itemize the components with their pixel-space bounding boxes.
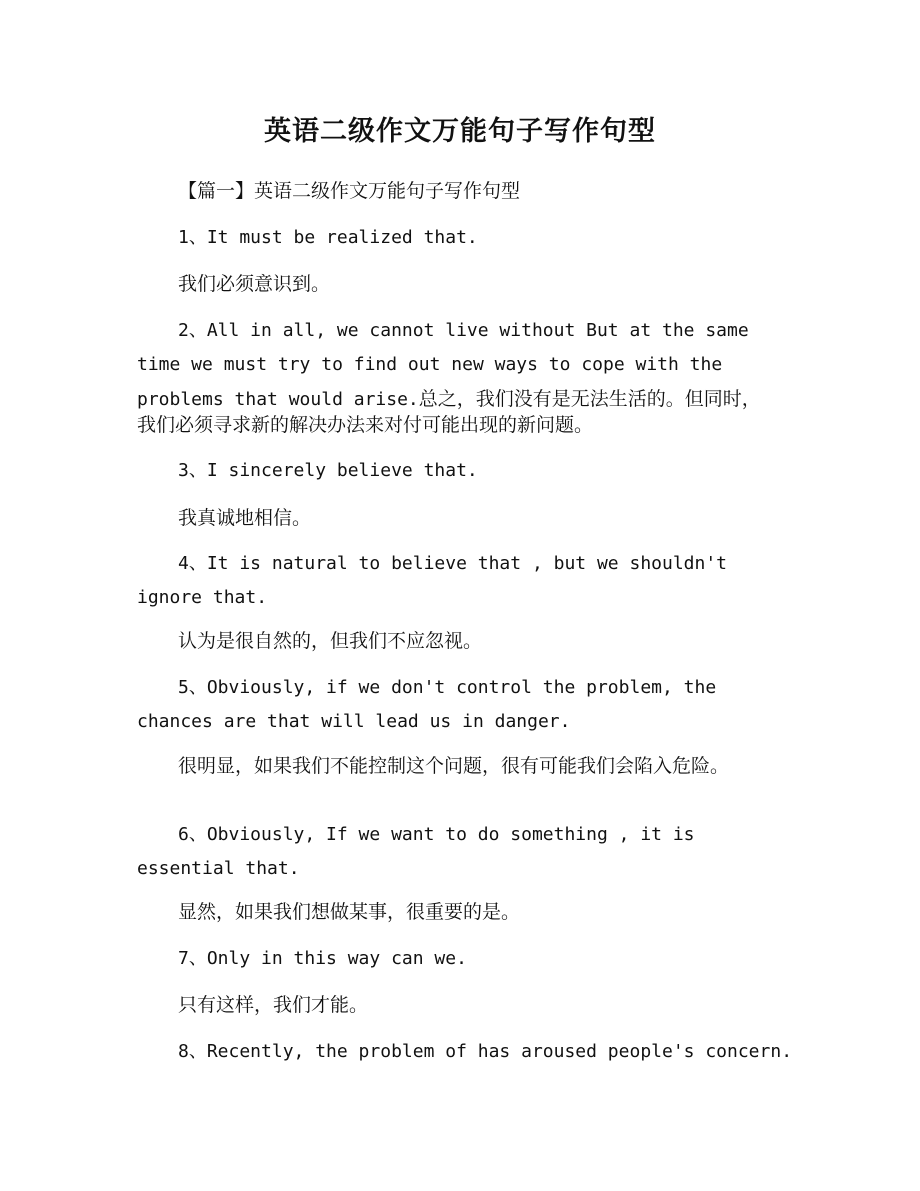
sentence-3-en-line-1: 3、I sincerely believe that. xyxy=(178,460,478,481)
sentence-7-zh: 只有这样，我们才能。 xyxy=(178,994,369,1016)
sentence-1-en xyxy=(137,221,838,255)
sentence-4-zh: 认为是很自然的，但我们不应忽视。 xyxy=(178,630,483,652)
sentence-1-en-line-1: 1、It must be realized that. xyxy=(178,227,478,248)
sentence-2-zh: 我们必须寻求新的解决办法来对付可能出现的新问题。 xyxy=(137,414,594,436)
sentence-6-zh: 显然，如果我们想做某事，很重要的是。 xyxy=(178,901,521,923)
sentence-4-en-line-2: ignore that. xyxy=(137,587,268,608)
sentence-4-en xyxy=(137,547,797,615)
sentence-5-zh: 很明显，如果我们不能控制这个问题，很有可能我们会陷入危险。 xyxy=(178,755,730,777)
sentence-7-en-line-1: 7、Only in this way can we. xyxy=(178,948,467,969)
sentence-5-en-line-1: 5、Obviously, if we don't control the problem, the xyxy=(178,677,717,698)
sentence-2-en-line-1: 2、All in all, we cannot live without But at the same xyxy=(178,320,749,341)
sentence-2-en xyxy=(137,314,797,417)
sentence-2-zh-inline: 总之，我们没有是无法生活的。但同时， xyxy=(418,388,761,410)
sentence-1-zh: 我们必须意识到。 xyxy=(178,273,331,295)
sentence-3-zh: 我真诚地相信。 xyxy=(178,507,312,529)
sentence-6-en-line-1: 6、Obviously, If we want to do something , it is xyxy=(178,824,695,845)
sentence-6-en xyxy=(137,818,797,886)
sentence-8-en xyxy=(137,1035,838,1069)
section-heading: 【篇一】英语二级作文万能句子写作句型 xyxy=(178,180,521,202)
sentence-6-en-line-2: essential that. xyxy=(137,858,300,879)
sentence-3-en xyxy=(137,454,838,488)
sentence-7-en xyxy=(137,942,838,976)
sentence-2-en-line-2: time we must try to find out new ways to cope with the xyxy=(137,354,723,375)
sentence-5-en-line-2: chances are that will lead us in danger. xyxy=(137,711,571,732)
sentence-5-en xyxy=(137,671,797,739)
sentence-8-en-line-1: 8、Recently, the problem of has aroused people's concern. xyxy=(178,1041,793,1062)
page-title: 英语二级作文万能句子写作句型 xyxy=(264,116,656,147)
sentence-2-en-line-3-text: problems that would arise. xyxy=(137,389,419,410)
sentence-4-en-line-1: 4、It is natural to believe that , but we shouldn't xyxy=(178,553,728,574)
